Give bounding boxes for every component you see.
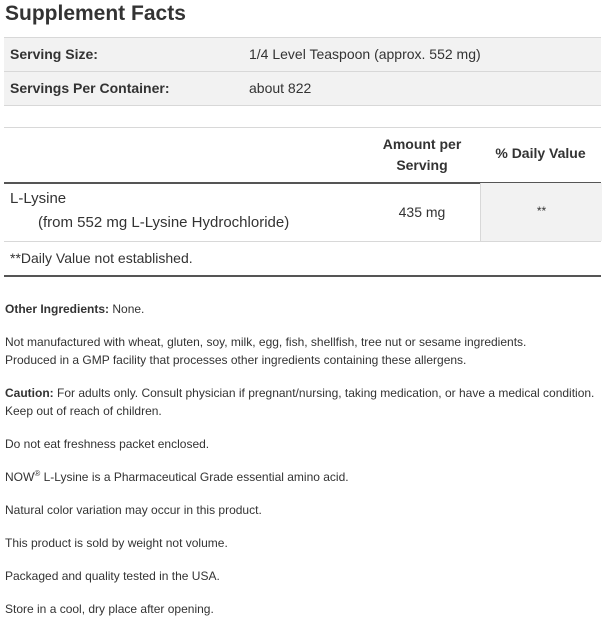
brand-name: NOW	[5, 470, 35, 484]
table-row	[4, 183, 601, 242]
serving-info-box	[4, 37, 601, 106]
supplement-facts-table	[4, 127, 601, 277]
table-header	[4, 127, 601, 184]
page-title: Supplement Facts	[5, 2, 186, 25]
storage-note: Store in a cool, dry place after opening.	[5, 602, 214, 616]
allergen-line-2: Produced in a GMP facility that processes other ingredients containing these allergens.	[5, 353, 467, 367]
servings-per-container-label: Servings Per Container:	[10, 80, 170, 96]
amount-header-line2: Serving	[396, 157, 448, 173]
amount-per-serving-header	[364, 134, 480, 176]
color-variation-note: Natural color variation may occur in this product.	[5, 503, 262, 517]
registered-mark: ®	[34, 469, 41, 478]
daily-value-footnote	[4, 242, 601, 277]
servings-per-container-row	[4, 72, 601, 105]
brand-statement	[5, 468, 601, 486]
caution-label: Caution:	[5, 386, 54, 400]
amount-header-line1: Amount per	[382, 136, 462, 152]
allergen-line-1: Not manufactured with wheat, gluten, soy, milk, egg, fish, shellfish, tree nut or sesame ingredients.	[5, 335, 527, 349]
allergen-statement	[5, 333, 601, 369]
weight-note: This product is sold by weight not volume.	[5, 536, 228, 550]
other-ingredients-value: None.	[109, 302, 145, 316]
daily-value-header: % Daily Value	[495, 145, 586, 161]
footnote-text: **Daily Value not established.	[10, 250, 193, 266]
caution-statement	[5, 384, 601, 420]
serving-size-row	[4, 38, 601, 72]
ingredient-source: (from 552 mg L-Lysine Hydrochloride)	[38, 214, 290, 231]
caution-text: For adults only. Consult physician if pregnant/nursing, taking medication, or have a medical condition. Keep out of reach of children.	[5, 386, 595, 418]
other-ingredients	[5, 300, 601, 318]
product-notes	[5, 300, 601, 633]
serving-size-label: Serving Size:	[10, 46, 98, 62]
servings-per-container-value: about 822	[249, 80, 312, 96]
ingredient-amount: 435 mg	[398, 204, 446, 220]
brand-statement-text: L-Lysine is a Pharmaceutical Grade essential amino acid.	[40, 470, 349, 484]
packaging-note: Packaged and quality tested in the USA.	[5, 569, 220, 583]
other-ingredients-label: Other Ingredients:	[5, 302, 110, 316]
ingredient-dv: **	[536, 204, 547, 218]
ingredient-name: L-Lysine	[10, 190, 67, 207]
freshness-note: Do not eat freshness packet enclosed.	[5, 437, 210, 451]
serving-size-value: 1/4 Level Teaspoon (approx. 552 mg)	[249, 46, 481, 62]
ingredient-dv-cell	[480, 183, 602, 241]
